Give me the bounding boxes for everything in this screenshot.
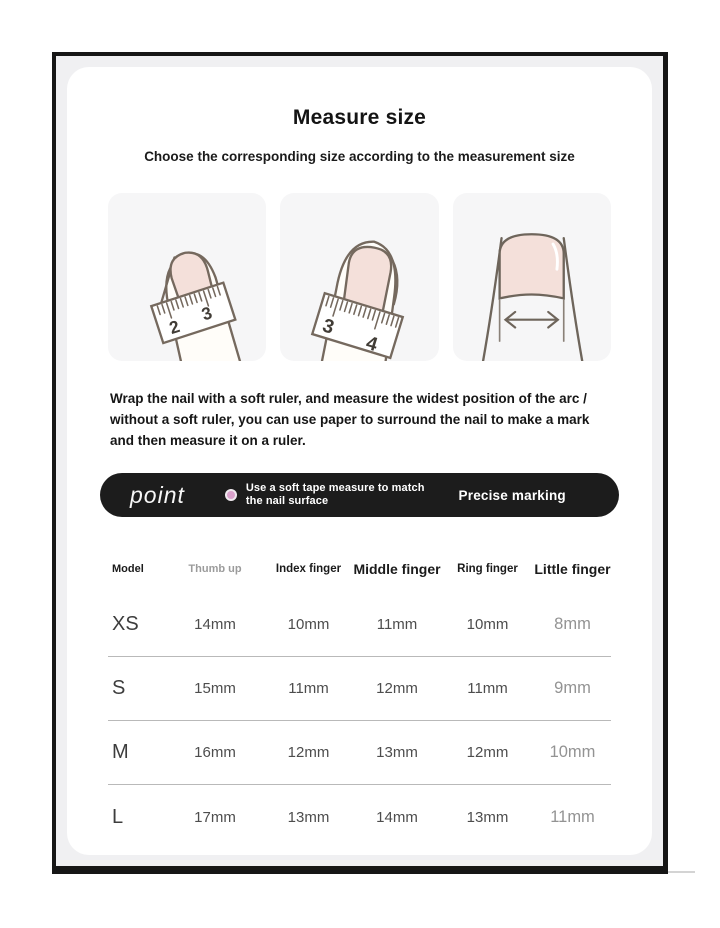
col-header-middle-finger: Middle finger <box>353 561 441 577</box>
cell-value: 13mm <box>376 744 418 761</box>
cell-value: 16mm <box>194 744 236 761</box>
cell-model: S <box>112 677 126 699</box>
cell-value: 13mm <box>287 808 330 826</box>
table-row <box>108 593 611 657</box>
tape-ring-icon <box>227 491 235 499</box>
table-row <box>108 721 611 785</box>
cell-value: 12mm <box>287 744 330 761</box>
svg-text:3: 3 <box>320 314 338 339</box>
cell-model: XS <box>112 613 139 635</box>
cell-value: 13mm <box>466 808 509 826</box>
cell-value: 9mm <box>554 679 591 697</box>
cell-value: 11mm <box>376 616 418 633</box>
col-header-index-finger: Index finger <box>275 563 342 575</box>
cell-value: 10mm <box>466 616 509 633</box>
svg-text:4: 4 <box>363 331 381 357</box>
illustration-box <box>453 193 611 361</box>
cell-model: M <box>112 741 129 763</box>
frame-corner-mark <box>668 871 695 873</box>
col-header-thumb: Thumb up <box>188 563 242 575</box>
point-label: point <box>130 481 185 508</box>
finger-tape-3-4-icon <box>280 193 438 361</box>
cell-value: 14mm <box>194 616 236 633</box>
cell-model: L <box>112 805 124 828</box>
content-card <box>67 67 652 855</box>
svg-text:2: 2 <box>166 315 183 339</box>
banner-tip-text: Use a soft tape measure to match the nail surface <box>245 481 425 507</box>
cell-value: 15mm <box>194 680 236 697</box>
cell-value: 10mm <box>549 743 596 761</box>
illustration-box <box>280 193 438 361</box>
cell-value: 12mm <box>466 744 509 761</box>
table-row <box>108 657 611 721</box>
table-row <box>108 785 611 849</box>
instruction-line: Wrap the nail with a soft ruler, and measure the widest position of the arc / <box>110 391 587 406</box>
cell-value: 12mm <box>376 680 418 697</box>
cell-value: 11mm <box>288 680 329 697</box>
instruction-text <box>108 388 611 451</box>
measurement-illustrations <box>108 193 611 361</box>
instruction-line: without a soft ruler, you can use paper to surround the nail to make a mark <box>110 412 590 427</box>
cell-value: 17mm <box>194 808 236 826</box>
image-frame <box>52 52 668 874</box>
table-header-row <box>108 545 611 593</box>
page-subtitle: Choose the corresponding size according to the measurement size <box>144 149 575 164</box>
finger-tape-2-3-icon <box>108 193 266 361</box>
banner-highlight-text: Precise marking <box>458 487 566 503</box>
cell-value: 14mm <box>376 808 418 826</box>
finger-width-arrow-icon <box>453 193 611 361</box>
col-header-ring-finger: Ring finger <box>457 563 518 575</box>
col-header-model: Model <box>112 563 144 575</box>
instruction-line: and then measure it on a ruler. <box>110 433 306 448</box>
cell-value: 11mm <box>550 807 595 826</box>
cell-value: 11mm <box>467 680 508 697</box>
cell-value: 10mm <box>287 616 330 633</box>
illustration-box <box>108 193 266 361</box>
size-table <box>108 545 611 849</box>
svg-text:3: 3 <box>199 302 215 325</box>
cell-value: 8mm <box>554 615 591 633</box>
point-banner <box>100 473 619 517</box>
col-header-little-finger: Little finger <box>534 561 611 577</box>
page-title: Measure size <box>292 106 427 129</box>
